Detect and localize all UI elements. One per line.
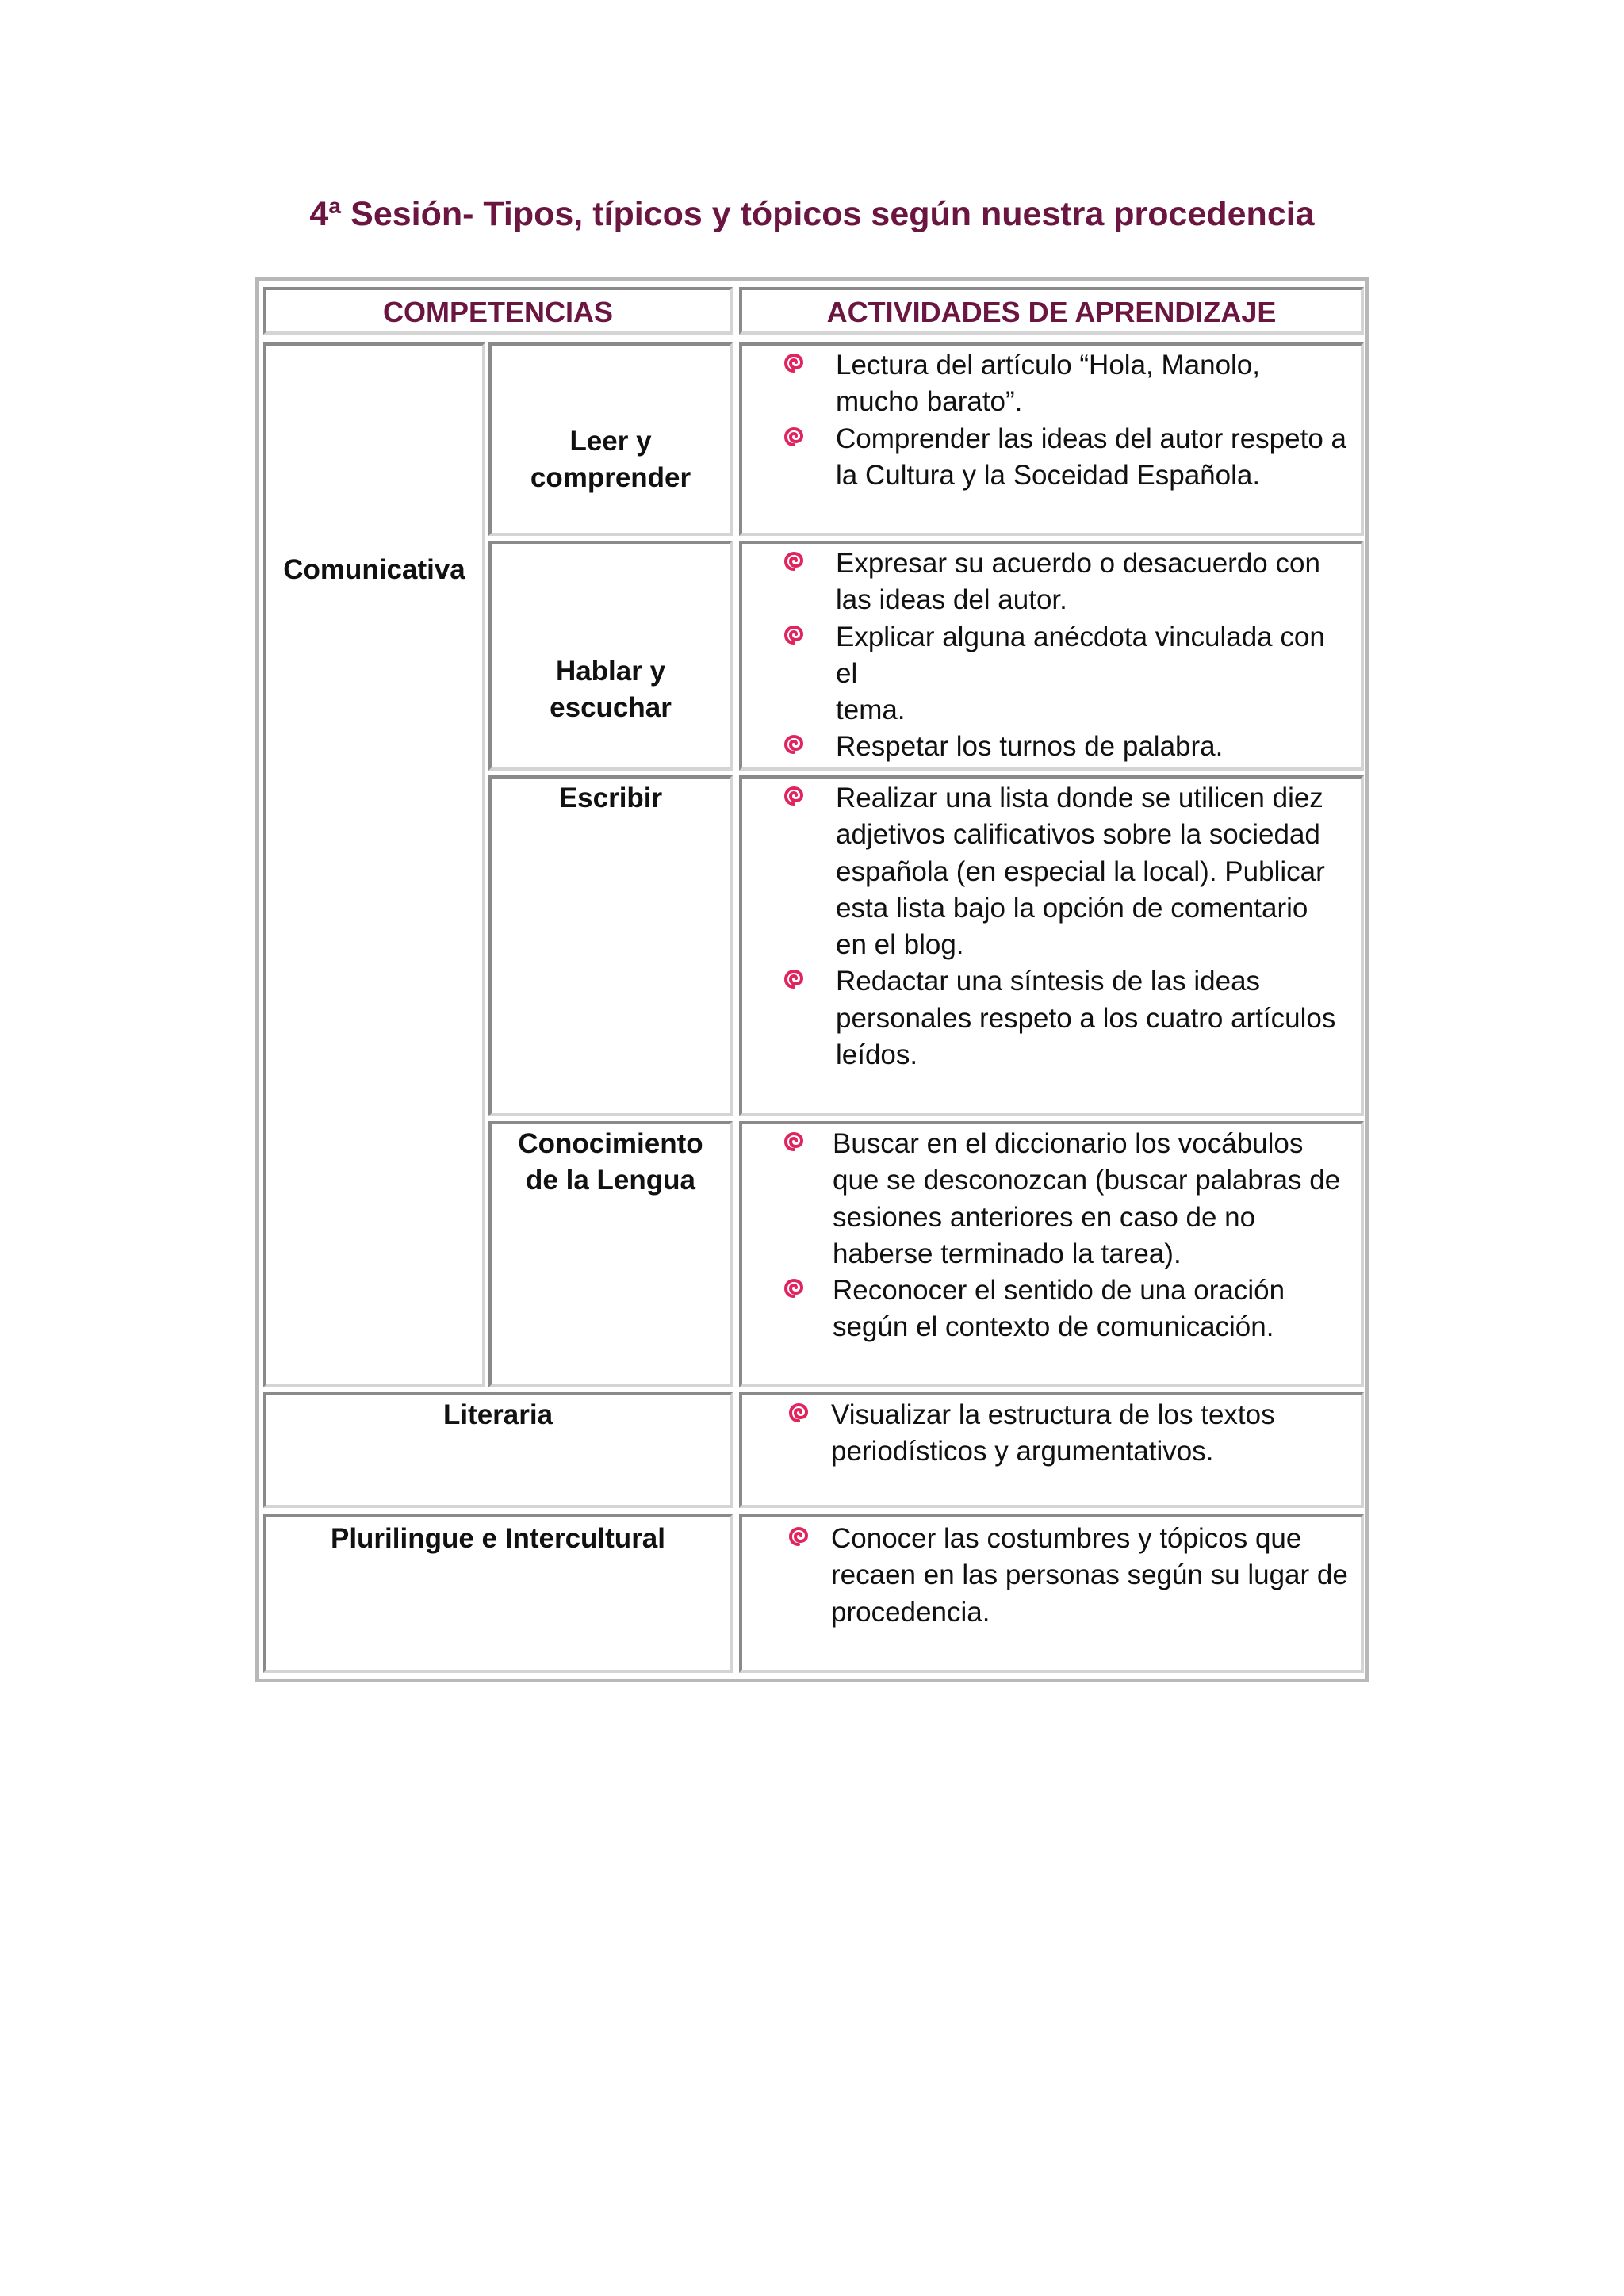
subcompetencia-escribir <box>488 775 733 1116</box>
activity-item <box>742 1521 1361 1631</box>
activity-line: que se desconozcan (buscar palabras de <box>833 1165 1341 1196</box>
activity-line: recaen en las personas según su lugar de <box>831 1559 1348 1591</box>
actividades-escribir <box>739 775 1364 1116</box>
activity-line: procedencia. <box>831 1596 990 1628</box>
activity-item <box>742 729 1361 765</box>
activity-line: Visualizar la estructura de los textos <box>831 1399 1275 1430</box>
activity-list <box>742 1124 1361 1346</box>
swirl-icon <box>780 549 807 576</box>
activity-line: adjetivos calificativos sobre la sociedad <box>836 819 1320 851</box>
activity-line: haberse terminado la tarea). <box>833 1238 1182 1269</box>
subcompetencia-label-line: comprender <box>530 462 691 493</box>
activity-line: Expresar su acuerdo o desacuerdo con <box>836 548 1320 579</box>
swirl-icon <box>780 966 807 993</box>
subcompetencia-label-line: de la Lengua <box>526 1165 695 1196</box>
activity-line: personales respeto a los cuatro artículos <box>836 1002 1336 1034</box>
plurilingue-label: Plurilingue e Intercultural <box>330 1523 666 1554</box>
activity-line: Realizar una lista donde se utilicen diez <box>836 783 1323 813</box>
activity-line: Reconocer el sentido de una oración <box>833 1275 1285 1307</box>
activity-line: Lectura del artículo “Hola, Manolo, <box>836 350 1260 381</box>
activity-line: Respetar los turnos de palabra. <box>836 731 1224 763</box>
actividades-literaria <box>739 1392 1364 1508</box>
activity-line: Conocer las costumbres y tópicos que <box>831 1523 1302 1554</box>
activity-line: según el contexto de comunicación. <box>833 1311 1274 1343</box>
subcompetencia-leer <box>488 342 733 536</box>
activity-line: en el blog. <box>836 929 964 961</box>
swirl-icon <box>780 350 807 377</box>
activity-list <box>742 544 1361 766</box>
actividades-hablar <box>739 541 1364 771</box>
swirl-icon <box>780 1129 807 1156</box>
swirl-icon <box>780 1276 807 1303</box>
swirl-icon <box>780 783 807 810</box>
activity-line: esta lista bajo la opción de comentario <box>836 892 1308 924</box>
activity-item <box>742 1397 1361 1471</box>
activity-item <box>742 1126 1361 1272</box>
swirl-icon <box>780 732 807 759</box>
activity-line: Explicar alguna anécdota vinculada con el <box>836 621 1325 689</box>
activity-line: periodísticos y argumentativos. <box>831 1436 1214 1468</box>
activity-line: las ideas del autor. <box>836 584 1067 616</box>
activity-line: Buscar en el diccionario los vocábulos <box>833 1128 1304 1159</box>
activity-list <box>742 346 1361 494</box>
swirl-icon <box>780 424 807 451</box>
literaria-label: Literaria <box>442 1399 553 1430</box>
activity-line: tema. <box>836 695 906 726</box>
swirl-icon <box>785 1524 812 1551</box>
comunicativa-cell <box>263 342 485 1387</box>
activity-line: mucho barato”. <box>836 386 1023 418</box>
literaria-cell <box>263 1392 733 1508</box>
activity-item <box>742 347 1361 421</box>
actividades-conocimiento <box>739 1121 1364 1387</box>
subcompetencia-label-line: escuchar <box>550 692 672 723</box>
subcompetencia-conocimiento <box>488 1121 733 1387</box>
activity-line: Redactar una síntesis de las ideas <box>836 966 1261 997</box>
competencias-table <box>255 277 1369 1682</box>
header-competencias <box>263 287 733 335</box>
swirl-icon <box>780 622 807 649</box>
actividades-plurilingue <box>739 1514 1364 1673</box>
plurilingue-cell <box>263 1514 733 1673</box>
activity-item <box>742 545 1361 619</box>
activity-line: Comprender las ideas del autor respeto a <box>836 423 1346 454</box>
activity-item <box>742 619 1361 729</box>
header-competencias-label: COMPETENCIAS <box>382 296 614 328</box>
activity-line: la Cultura y la Soceidad Española. <box>836 459 1261 491</box>
activity-line: española (en especial la local). Publicar <box>836 855 1325 887</box>
activity-item <box>742 1272 1361 1346</box>
activity-line: sesiones anteriores en caso de no <box>833 1201 1256 1233</box>
subcompetencia-hablar <box>488 541 733 771</box>
subcompetencia-label-line: Hablar y <box>555 656 666 687</box>
activity-item <box>742 963 1361 1073</box>
subcompetencia-label-line: Escribir <box>558 783 663 813</box>
swirl-icon <box>785 1400 812 1427</box>
comunicativa-label: Comunicativa <box>283 554 465 585</box>
activity-list <box>742 1517 1361 1631</box>
activity-list <box>742 779 1361 1073</box>
activity-item <box>742 421 1361 495</box>
header-actividades <box>739 287 1364 335</box>
header-actividades-label: ACTIVIDADES DE APRENDIZAJE <box>826 296 1277 328</box>
subcompetencia-label-line: Conocimiento <box>518 1128 703 1159</box>
page-title: 4ª Sesión- Tipos, típicos y tópicos según nuestra procedencia <box>309 195 1315 233</box>
activity-list <box>742 1395 1361 1471</box>
actividades-leer <box>739 342 1364 536</box>
activity-item <box>742 780 1361 963</box>
activity-line: leídos. <box>836 1039 918 1071</box>
subcompetencia-label-line: Leer y <box>569 426 652 457</box>
